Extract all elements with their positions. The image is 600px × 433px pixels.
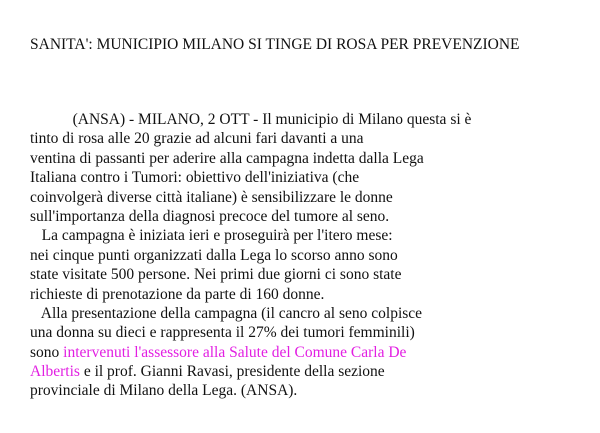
body-line: nei cinque punti organizzati dalla Lega lo scorso anno sono <box>30 246 398 264</box>
body-line: provinciale di Milano della Lega. (ANSA). <box>30 382 298 400</box>
body-line: richieste di prenotazione da parte di 160 donne. <box>30 285 325 303</box>
body-line: La campagna è iniziata ieri e proseguirà per l'itero mese: <box>30 227 393 245</box>
article-body <box>30 110 590 401</box>
body-line <box>30 362 590 381</box>
body-line: Italiana contro i Tumori: obiettivo dell'iniziativa (che <box>30 169 360 187</box>
article-headline: SANITA': MUNICIPIO MILANO SI TINGE DI ROSA PER PREVENZIONE <box>30 36 520 53</box>
line-rest-text: e il prof. Gianni Ravasi, presidente della sezione <box>79 363 385 381</box>
body-line: state visitate 500 persone. Nei primi due giorni ci sono state <box>30 266 402 284</box>
body-line: Alla presentazione della campagna (il cancro al seno colpisce <box>30 304 423 322</box>
body-line <box>30 343 590 362</box>
body-line: sull'importanza della diagnosi precoce del tumore al seno. <box>30 207 390 225</box>
body-line: ventina di passanti per aderire alla campagna indetta dalla Lega <box>30 149 424 167</box>
highlighted-text: intervenuti l'assessore alla Salute del Comune Carla De <box>63 343 407 361</box>
body-line: coinvolgerà diverse città italiane) è sensibilizzare le donne <box>30 188 393 206</box>
body-line: tinto di rosa alle 20 grazie ad alcuni fari davanti a una <box>30 130 364 148</box>
body-line: (ANSA) - MILANO, 2 OTT - Il municipio di Milano questa si è <box>30 111 472 128</box>
highlighted-text: Albertis <box>30 363 80 381</box>
body-line: una donna su dieci e rappresenta il 27% dei tumori femminili) <box>30 324 415 342</box>
line-prefix-text: sono <box>30 343 64 361</box>
